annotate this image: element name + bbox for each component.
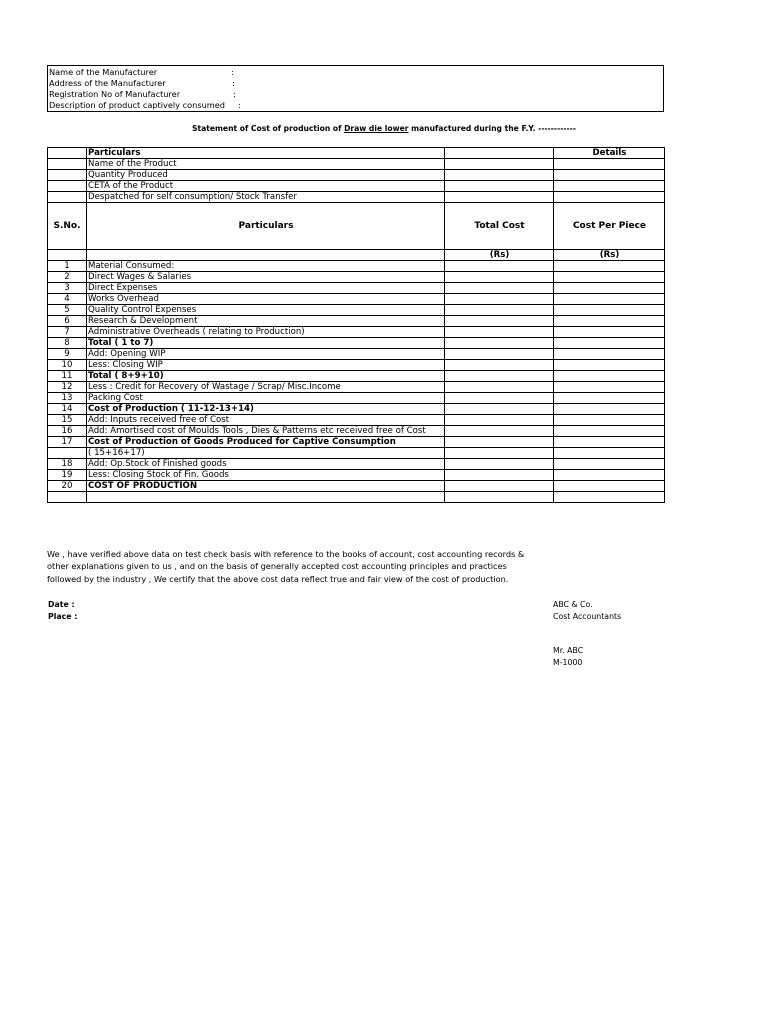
firm-name: ABC & Co. <box>553 600 593 609</box>
row-number: 6 <box>48 316 87 327</box>
row-cost-per-piece <box>554 415 665 426</box>
product-description-label: Description of product captively consumed <box>49 100 225 110</box>
row-number <box>48 492 87 503</box>
row-total-cost <box>445 316 554 327</box>
row-total-cost <box>445 261 554 272</box>
row-number: 17 <box>48 437 87 448</box>
row-cost-per-piece <box>554 305 665 316</box>
row-particulars: Add: Amortised cost of Moulds Tools , Dies & Patterns etc received free of Cost <box>87 426 445 437</box>
row-particulars: Less : Credit for Recovery of Wastage / Scrap/ Misc.Income <box>87 382 445 393</box>
row-cost-per-piece <box>554 316 665 327</box>
table-row <box>48 481 665 492</box>
table-row <box>48 159 665 170</box>
signatory-name: Mr. ABC <box>553 646 584 655</box>
table-row <box>48 283 665 294</box>
row-particulars: Less: Closing WIP <box>87 360 445 371</box>
row-number: 15 <box>48 415 87 426</box>
row-particulars: Add: Inputs received free of Cost <box>87 415 445 426</box>
row-total-cost <box>445 426 554 437</box>
row-number: 16 <box>48 426 87 437</box>
statement-product: Draw die lower <box>344 124 409 133</box>
total-cost-unit: (Rs) <box>445 250 554 261</box>
table-row <box>48 448 665 459</box>
table-row <box>48 459 665 470</box>
row-number: 9 <box>48 349 87 360</box>
registration-no-separator: : <box>233 89 236 99</box>
row-total-cost <box>445 470 554 481</box>
row-cost-per-piece <box>554 448 665 459</box>
row-cost-per-piece <box>554 470 665 481</box>
cost-per-piece-header: Cost Per Piece <box>554 203 665 250</box>
row-particulars: Cost of Production ( 11-12-13+14) <box>87 404 445 415</box>
quantity-produced-row: Quantity Produced <box>87 170 445 181</box>
row-total-cost <box>445 393 554 404</box>
row-cost-per-piece <box>554 294 665 305</box>
row-particulars: Quality Control Expenses <box>87 305 445 316</box>
cost-table <box>47 147 665 503</box>
product-name-row: Name of the Product <box>87 159 445 170</box>
table-row <box>48 349 665 360</box>
row-total-cost <box>445 415 554 426</box>
row-cost-per-piece <box>554 492 665 503</box>
row-cost-per-piece <box>554 360 665 371</box>
table-row <box>48 371 665 382</box>
row-particulars: Research & Development <box>87 316 445 327</box>
row-particulars: Works Overhead <box>87 294 445 305</box>
table-row <box>48 181 665 192</box>
row-number: 12 <box>48 382 87 393</box>
table-row <box>48 305 665 316</box>
row-particulars: Direct Wages & Salaries <box>87 272 445 283</box>
row-particulars: Cost of Production of Goods Produced for Captive Consumption <box>87 437 445 448</box>
table-row <box>48 382 665 393</box>
date-label: Date : <box>48 600 75 609</box>
row-cost-per-piece <box>554 283 665 294</box>
row-total-cost <box>445 283 554 294</box>
row-number <box>48 448 87 459</box>
row-particulars: ( 15+16+17) <box>87 448 445 459</box>
total-cost-header: Total Cost <box>445 203 554 250</box>
units-row <box>48 250 665 261</box>
row-particulars: Packing Cost <box>87 393 445 404</box>
table-top-header-row <box>48 148 665 159</box>
row-cost-per-piece <box>554 404 665 415</box>
row-total-cost <box>445 360 554 371</box>
row-number: 5 <box>48 305 87 316</box>
table-row <box>48 316 665 327</box>
row-particulars: Add: Opening WIP <box>87 349 445 360</box>
table-row <box>48 272 665 283</box>
row-cost-per-piece <box>554 459 665 470</box>
row-total-cost <box>445 338 554 349</box>
row-cost-per-piece <box>554 272 665 283</box>
statement-title <box>0 124 768 133</box>
row-particulars: Add: Op.Stock of Finished goods <box>87 459 445 470</box>
row-cost-per-piece <box>554 426 665 437</box>
row-total-cost <box>445 492 554 503</box>
row-total-cost <box>445 294 554 305</box>
manufacturer-address-label: Address of the Manufacturer <box>49 78 166 88</box>
cost-per-piece-unit: (Rs) <box>554 250 665 261</box>
table-row <box>48 492 665 503</box>
row-number: 11 <box>48 371 87 382</box>
registration-no-label: Registration No of Manufacturer <box>49 89 181 99</box>
table-row <box>48 170 665 181</box>
row-particulars: Total ( 8+9+10) <box>87 371 445 382</box>
top-particulars-header: Particulars <box>87 148 445 159</box>
row-total-cost <box>445 382 554 393</box>
row-cost-per-piece <box>554 382 665 393</box>
manufacturer-name-separator: : <box>231 67 234 77</box>
table-row <box>48 437 665 448</box>
cost-rows <box>48 261 665 503</box>
row-particulars: Total ( 1 to 7) <box>87 338 445 349</box>
table-row <box>48 261 665 272</box>
manufacturer-address-separator: : <box>232 78 235 88</box>
row-cost-per-piece <box>554 371 665 382</box>
manufacturer-info-box <box>47 65 664 112</box>
row-number: 8 <box>48 338 87 349</box>
table-row <box>48 404 665 415</box>
row-total-cost <box>445 305 554 316</box>
manufacturer-name-label: Name of the Manufacturer <box>49 67 158 77</box>
row-total-cost <box>445 349 554 360</box>
table-row <box>48 470 665 481</box>
certification-line: followed by the industry , We certify that the above cost data reflect true and fair view of the cost of production. <box>47 573 509 584</box>
row-total-cost <box>445 327 554 338</box>
row-number: 19 <box>48 470 87 481</box>
row-number: 18 <box>48 459 87 470</box>
certification-paragraph <box>47 548 607 585</box>
statement-prefix: Statement of Cost of production of <box>192 124 345 133</box>
sno-header: S.No. <box>48 203 87 250</box>
row-number: 4 <box>48 294 87 305</box>
row-number: 3 <box>48 283 87 294</box>
row-particulars: COST OF PRODUCTION <box>87 481 445 492</box>
row-total-cost <box>445 459 554 470</box>
certification-line: We , have verified above data on test check basis with reference to the books of account, cost accounting records & <box>47 549 525 559</box>
firm-role: Cost Accountants <box>553 612 622 621</box>
row-cost-per-piece <box>554 349 665 360</box>
place-label: Place : <box>48 612 78 621</box>
row-cost-per-piece <box>554 393 665 404</box>
table-row <box>48 327 665 338</box>
row-particulars: Direct Expenses <box>87 283 445 294</box>
row-cost-per-piece <box>554 327 665 338</box>
table-row <box>48 338 665 349</box>
product-description-separator: : <box>238 100 241 110</box>
table-row <box>48 360 665 371</box>
row-particulars: Material Consumed: <box>87 261 445 272</box>
table-row <box>48 192 665 203</box>
row-number: 7 <box>48 327 87 338</box>
row-particulars: Administrative Overheads ( relating to Production) <box>87 327 445 338</box>
certification-line: other explanations given to us , and on the basis of generally accepted cost accounting principles and practices <box>47 561 507 572</box>
table-row <box>48 426 665 437</box>
row-cost-per-piece <box>554 481 665 492</box>
row-number: 20 <box>48 481 87 492</box>
row-number: 2 <box>48 272 87 283</box>
row-number: 1 <box>48 261 87 272</box>
row-number: 14 <box>48 404 87 415</box>
table-row <box>48 393 665 404</box>
table-row <box>48 415 665 426</box>
despatched-row: Despatched for self consumption/ Stock Transfer <box>87 192 445 203</box>
row-total-cost <box>445 404 554 415</box>
row-total-cost <box>445 371 554 382</box>
row-number: 13 <box>48 393 87 404</box>
table-row <box>48 294 665 305</box>
row-number: 10 <box>48 360 87 371</box>
row-particulars <box>87 492 445 503</box>
row-cost-per-piece <box>554 437 665 448</box>
particulars-header: Particulars <box>87 203 445 250</box>
column-header-row <box>48 203 665 250</box>
statement-suffix: manufactured during the F.Y. ------------ <box>408 124 576 133</box>
row-particulars: Less: Closing Stock of Fin. Goods <box>87 470 445 481</box>
row-total-cost <box>445 272 554 283</box>
row-total-cost <box>445 437 554 448</box>
row-total-cost <box>445 448 554 459</box>
ceta-row: CETA of the Product <box>87 181 445 192</box>
details-header: Details <box>554 148 665 159</box>
row-cost-per-piece <box>554 338 665 349</box>
row-cost-per-piece <box>554 261 665 272</box>
membership-number: M-1000 <box>553 658 583 667</box>
row-total-cost <box>445 481 554 492</box>
